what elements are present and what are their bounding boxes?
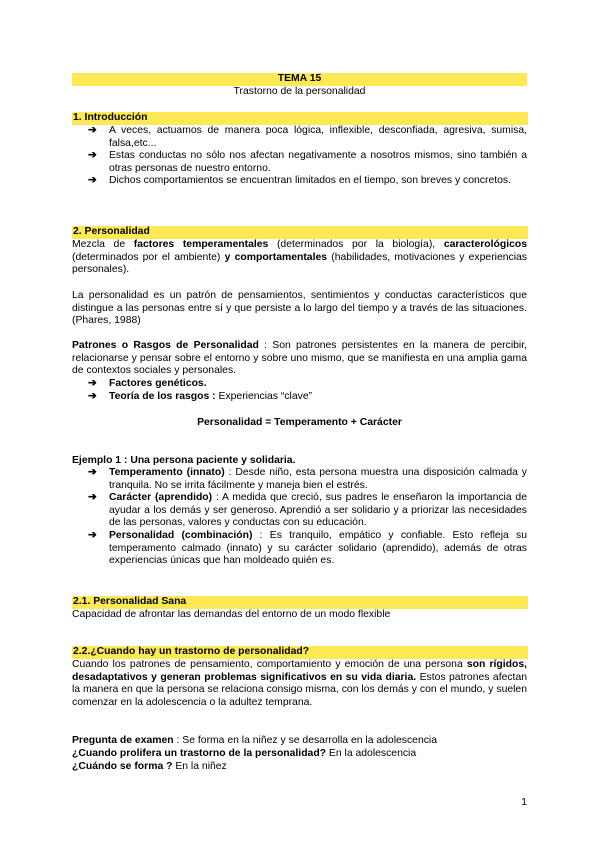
arrow-icon: ➔ — [88, 467, 97, 478]
rasgos-list — [72, 378, 527, 403]
trastorno-paragraph: Cuando los patrones de pensamiento, comportamiento y emoción de una persona son rígidos, desadaptativos y generan problemas significativos en su vida diaria. Estos patrones afectan la manera en que la persona se relaciona consigo misma, con los demás y con el mundo, y suelen comenzar en la adolescencia o la adultez temprana. — [72, 659, 528, 708]
intro-list — [72, 125, 527, 188]
arrow-icon: ➔ — [88, 125, 97, 136]
list-item: ➔ Teoría de los rasgos : Experiencias “clave” — [88, 390, 313, 402]
arrow-icon: ➔ — [88, 175, 97, 187]
example-title: Ejemplo 1 : Una persona paciente y solidaria. — [72, 455, 296, 466]
section-heading-personalidad: 2. Personalidad — [72, 226, 528, 239]
exam-question-1: Pregunta de examen : Se forma en la niñez y se desarrolla en la adolescencia — [72, 735, 438, 746]
list-item: ➔ Carácter (aprendido) : A medida que creció, sus padres le enseñaron la importancia de ayudar a los demás y ser generoso. Aprendió a ser solidario y a priorizar las necesidades de las personas, valores y conductas con su educación. — [88, 492, 527, 529]
personalidad-sana-text: Capacidad de afrontar las demandas del entorno de un modo flexible — [72, 609, 391, 620]
document-subtitle: Trastorno de la personalidad — [233, 86, 366, 97]
section-heading-trastorno: 2.2.¿Cuando hay un trastorno de personalidad? — [72, 646, 528, 659]
arrow-icon: ➔ — [88, 378, 97, 389]
list-item: ➔ A veces, actuamos de manera poca lógica, inflexible, desconfiada, agresiva, sumisa, falsa,etc... — [88, 125, 527, 149]
exam-question-3: ¿Cuándo se forma ? En la niñez — [72, 761, 227, 772]
exam-question-2: ¿Cuando prolifera un trastorno de la personalidad? En la adolescencia — [72, 748, 417, 759]
section-heading-personalidad-sana: 2.1. Personalidad Sana — [72, 596, 528, 609]
arrow-icon: ➔ — [88, 390, 97, 402]
personalidad-paragraph: La personalidad es un patrón de pensamientos, sentimientos y conductas característicos que distingue a las personas entre sí y que persiste a lo largo del tiempo y a través de las situaciones. (Phares, 1988) — [72, 290, 527, 327]
section-heading-introduccion: 1. Introducción — [72, 112, 528, 125]
personalidad-definition: Mezcla de factores temperamentales (determinados por la biología), caracterológicos (determinados por el ambiente) y comportamentales (habilidades, motivaciones y experiencias personales). — [72, 239, 527, 276]
page-number: 1 — [521, 797, 527, 808]
list-item: ➔ Dichos comportamientos se encuentran limitados en el tiempo, son breves y concretos. — [88, 175, 511, 187]
arrow-icon: ➔ — [88, 492, 97, 504]
arrow-icon: ➔ — [88, 529, 97, 541]
list-item: ➔ Factores genéticos. — [88, 378, 207, 389]
patrones-paragraph: Patrones o Rasgos de Personalidad : Son patrones persistentes en la manera de percibir, relacionarse y pensar sobre el entorno y sobre uno mismo, que se manifiesta en una amplia gama de contextos sociales y personales. — [72, 340, 527, 377]
list-item: ➔ Estas conductas no sólo nos afectan negativamente a nosotros mismos, sino también a otras personas de nuestro entorno. — [88, 150, 527, 174]
arrow-icon: ➔ — [88, 150, 97, 162]
example-list — [72, 467, 527, 568]
personalidad-formula: Personalidad = Temperamento + Carácter — [197, 417, 402, 428]
document-title: TEMA 15 — [72, 73, 527, 86]
list-item: ➔ Temperamento (innato) : Desde niño, esta persona muestra una disposición calmada y tranquila. No se irrita fácilmente y maneja bien el estrés. — [88, 467, 528, 491]
list-item: ➔ Personalidad (combinación) : Es tranquilo, empático y confiable. Esto refleja su temperamento calmado (innato) y su carácter solidario (aprendido), además de otras experiencias únicas que han moldeado quién es. — [88, 529, 527, 567]
